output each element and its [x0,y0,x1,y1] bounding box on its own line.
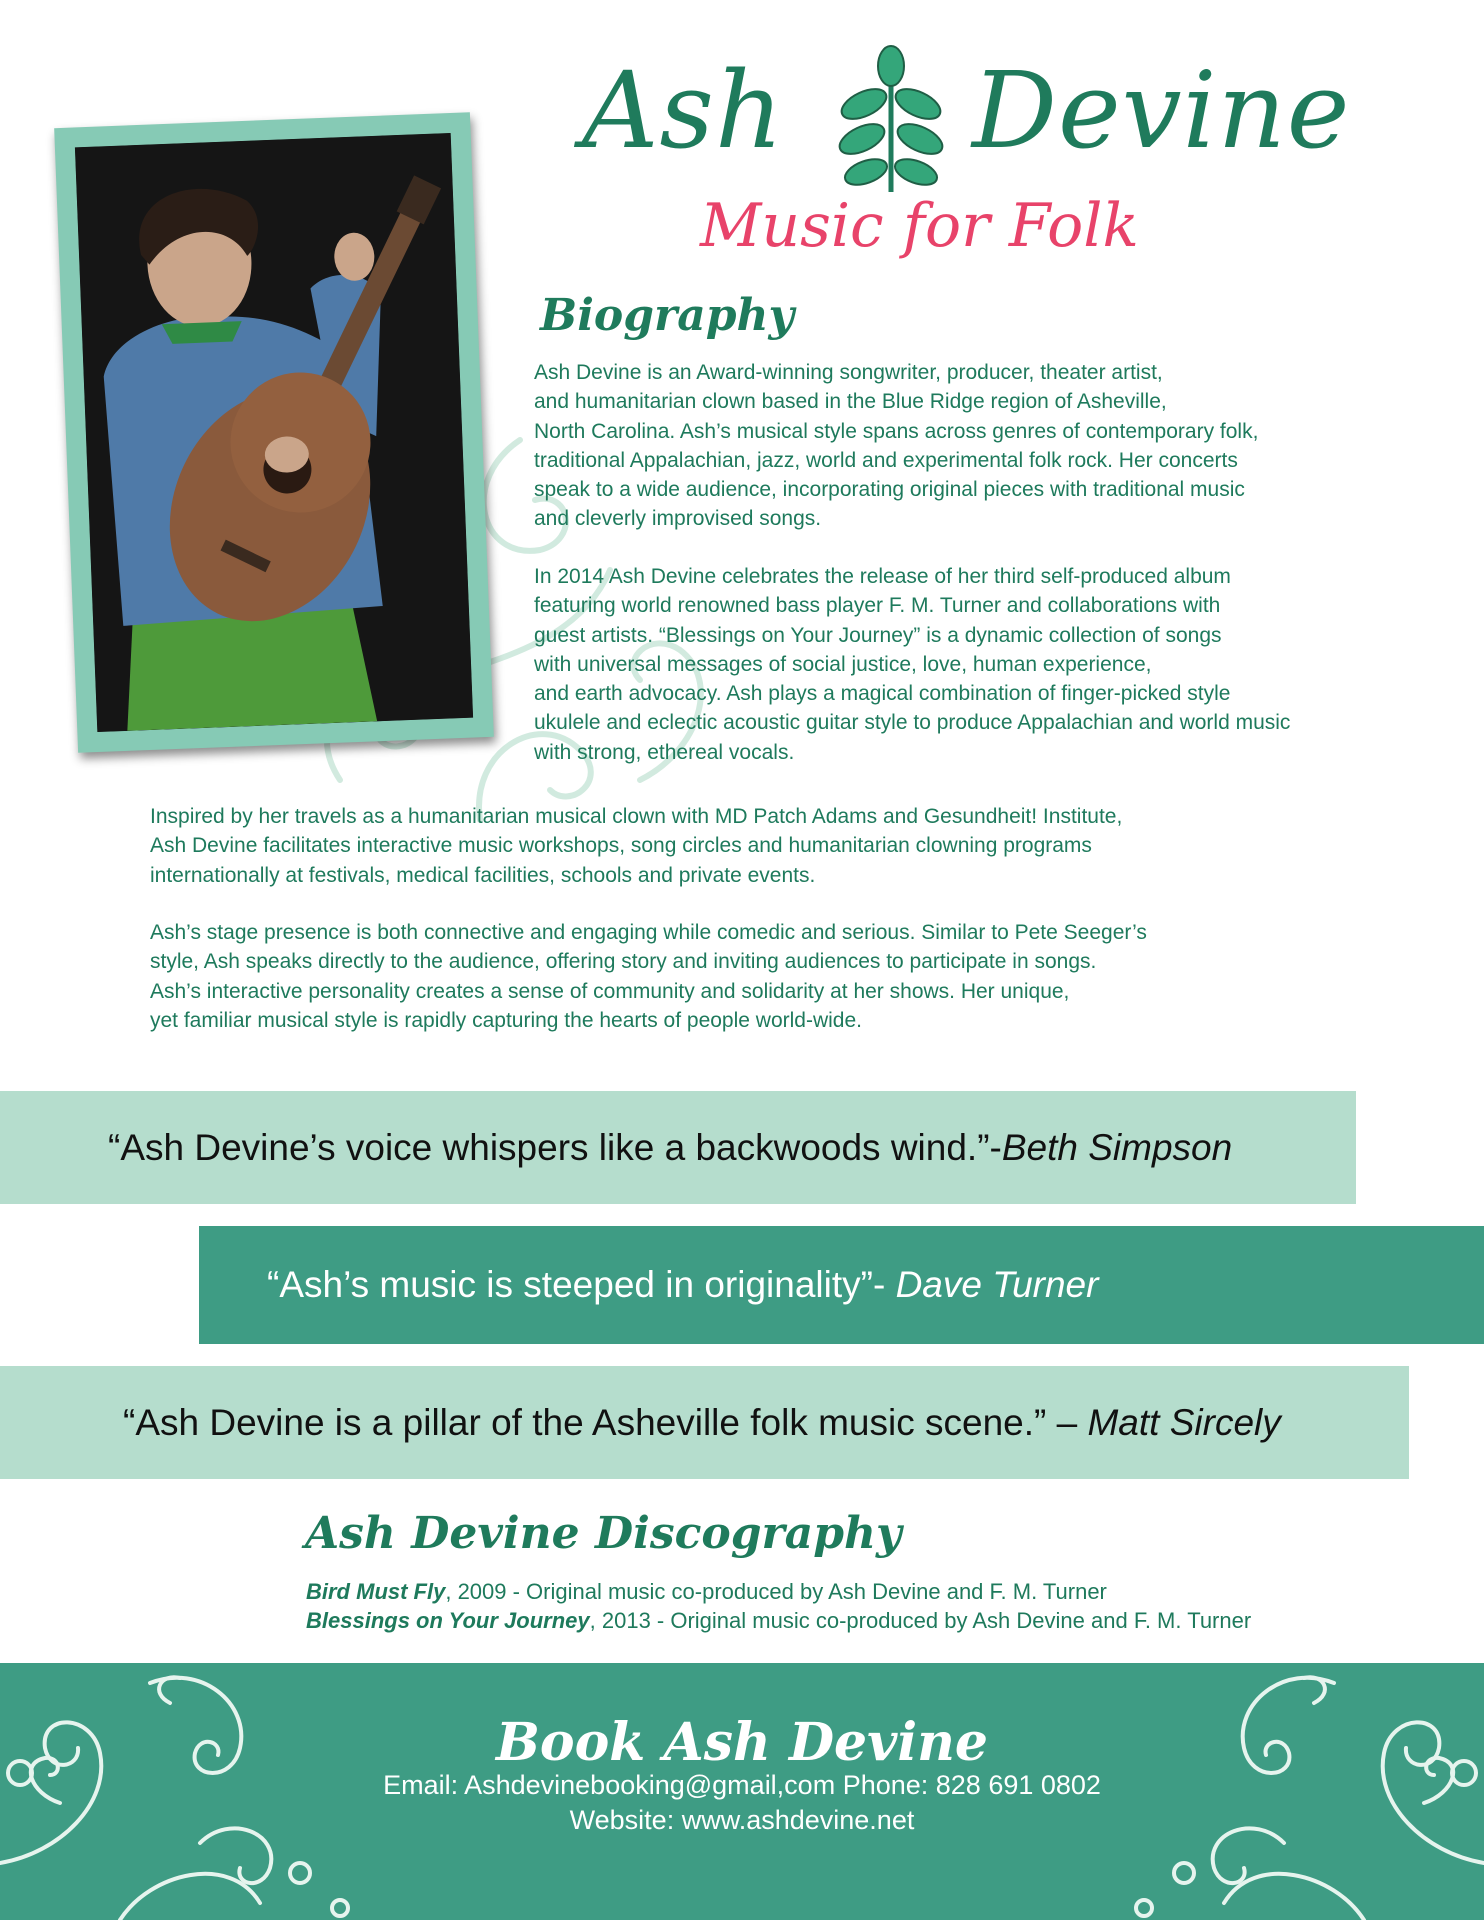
quote-author: Matt Sircely [1087,1401,1281,1443]
discography-list [306,1577,1251,1635]
artist-photo [75,133,473,732]
bio-line: Ash Devine is an Award-winning songwriter, producer, theater artist, [534,361,1163,384]
discography-heading: Ash Devine Discography [305,1508,902,1559]
quote-band-1 [0,1091,1356,1204]
quote-author: Beth Simpson [1001,1126,1233,1168]
bio-line: style, Ash speaks directly to the audience, offering story and inviting audiences to participate in songs. [150,950,1097,974]
bio-line: and cleverly improvised songs. [534,507,822,531]
bio-paragraph-4 [150,918,1147,1035]
booking-website[interactable]: Website: www.ashdevine.net [569,1805,915,1835]
bio-line: Ash’s stage presence is both connective and engaging while comedic and serious. Similar to Pete Seeger’s [150,921,1147,944]
album-details: , 2013 - Original music co-produced by Ash Devine and F. M. Turner [589,1608,1252,1633]
leaf-sprig-icon [832,44,950,194]
bio-line: yet familiar musical style is rapidly capturing the hearts of people world-wide. [150,1008,862,1032]
bio-line: guest artists. “Blessings on Your Journey” is a dynamic collection of songs [534,623,1222,647]
quote-text: “Ash Devine’s voice whispers like a backwoods wind.”- [108,1126,1002,1168]
tagline: Music for Folk [700,191,1139,261]
bio-line: with universal messages of social justice, love, human experience, [534,652,1152,676]
title-first-name: Ash [582,49,785,172]
quote-band-3 [0,1366,1409,1479]
artist-photo-frame [54,112,494,753]
bio-line: internationally at festivals, medical facilities, schools and private events. [150,863,816,887]
bio-line: Inspired by her travels as a humanitarian musical clown with MD Patch Adams and Gesundheit! Institute, [150,805,1123,828]
booking-heading: Book Ash Devine [495,1712,989,1773]
discography-item [306,1577,1251,1606]
bio-line: traditional Appalachian, jazz, world and experimental folk rock. Her concerts [534,448,1238,472]
bio-line: featuring world renowned bass player F. M. Turner and collaborations with [534,594,1221,618]
artist-name-title [570,49,1351,198]
guitar-player-illustration [75,133,473,732]
bio-line: and earth advocacy. Ash plays a magical combination of finger-picked style [534,682,1231,706]
booking-contact[interactable]: Email: Ashdevinebooking@gmail,com Phone: 828 691 0802 [383,1770,1101,1800]
bio-paragraph-3 [150,802,1122,890]
bio-line: In 2014 Ash Devine celebrates the release of her third self-produced album [534,565,1231,588]
discography-item [306,1606,1251,1635]
quote-band-2 [199,1226,1484,1344]
album-title: Blessings on Your Journey [306,1608,590,1633]
bio-line: Ash Devine facilitates interactive music workshops, song circles and humanitarian clowning programs [150,834,1092,858]
quote-author: Dave Turner [895,1264,1099,1305]
title-last-name: Devine [972,49,1351,172]
quote-text: “Ash’s music is steeped in originality”- [267,1264,896,1305]
bio-line: with strong, ethereal vocals. [534,740,795,764]
album-title: Bird Must Fly [306,1579,446,1604]
bio-line: ukulele and eclectic acoustic guitar style to produce Appalachian and world music [534,711,1291,735]
bio-line: North Carolina. Ash’s musical style spans across genres of contemporary folk, [534,419,1259,443]
biography-heading: Biography [540,290,795,341]
album-details: , 2009 - Original music co-produced by Ash Devine and F. M. Turner [445,1579,1107,1604]
bio-line: speak to a wide audience, incorporating original pieces with traditional music [534,478,1245,502]
bio-paragraph-1 [534,358,1258,534]
bio-line: and humanitarian clown based in the Blue Ridge region of Asheville, [534,390,1167,414]
bio-paragraph-2 [534,562,1290,767]
bio-line: Ash’s interactive personality creates a sense of community and solidarity at her shows. Her unique, [150,979,1070,1003]
quote-text: “Ash Devine is a pillar of the Asheville folk music scene.” – [123,1401,1088,1443]
